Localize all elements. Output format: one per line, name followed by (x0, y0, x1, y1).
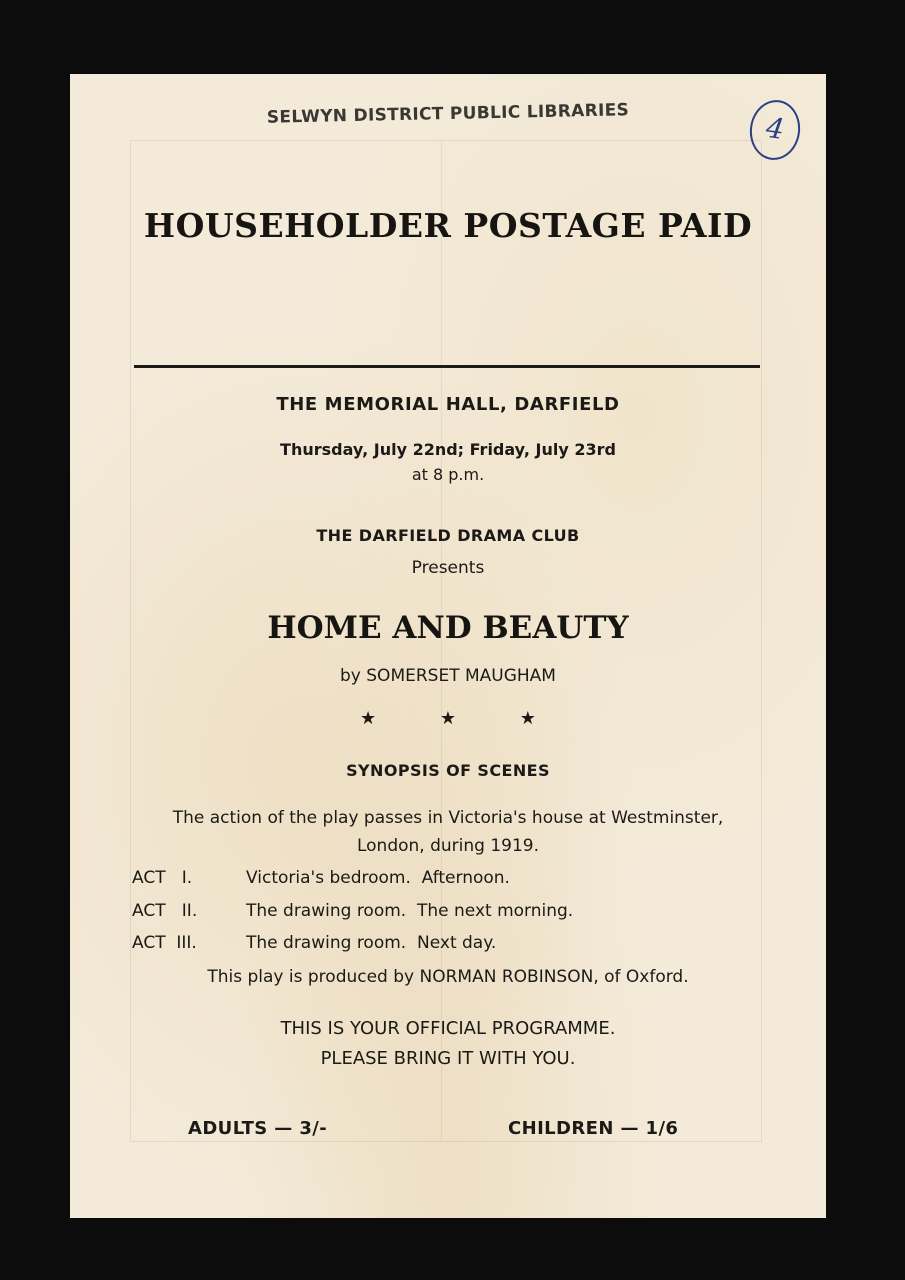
act-row (132, 901, 573, 921)
performance-dates: Thursday, July 22nd; Friday, July 23rd (280, 440, 616, 459)
library-stamp: SELWYN DISTRICT PUBLIC LIBRARIES (266, 100, 630, 128)
star-icon: ★ (439, 708, 457, 729)
act-row (132, 933, 496, 953)
act-label: ACT III. (132, 933, 197, 953)
official-programme-note (70, 1014, 826, 1074)
act-label: ACT I. (132, 868, 193, 888)
price-adults: ADULTS — 3/- (188, 1118, 328, 1139)
venue: THE MEMORIAL HALL, DARFIELD (276, 394, 620, 415)
act-scene: The drawing room. Next day. (246, 933, 497, 953)
presents-label: Presents (411, 558, 485, 578)
play-author: by SOMERSET MAUGHAM (340, 666, 556, 686)
main-title: HOUSEHOLDER POSTAGE PAID (143, 206, 753, 245)
act-scene: The drawing room. The next morning. (246, 901, 574, 921)
official-line: THIS IS YOUR OFFICIAL PROGRAMME. (280, 1018, 616, 1039)
price-children: CHILDREN — 1/6 (508, 1118, 679, 1139)
act-scene: Victoria's bedroom. Afternoon. (246, 868, 510, 888)
official-line: PLEASE BRING IT WITH YOU. (320, 1048, 576, 1069)
action-line: London, during 1919. (356, 836, 540, 856)
drama-club: THE DARFIELD DRAMA CLUB (316, 526, 580, 545)
performance-time: at 8 p.m. (411, 465, 485, 484)
act-row (132, 868, 510, 888)
star-icon: ★ (360, 708, 377, 729)
synopsis-heading: SYNOPSIS OF SCENES (346, 761, 550, 780)
action-line: The action of the play passes in Victoria's house at Westminster, (172, 808, 724, 828)
star-icon: ★ (519, 708, 536, 729)
play-title: HOME AND BEAUTY (267, 610, 629, 646)
handwritten-circled-number: 4 (746, 97, 804, 163)
programme-sheet (70, 74, 826, 1218)
producer-credit: This play is produced by NORMAN ROBINSON, of Oxford. (207, 967, 689, 987)
star-ornament (70, 708, 826, 729)
divider-rule (134, 365, 760, 368)
action-description (126, 804, 770, 860)
act-label: ACT II. (132, 901, 198, 921)
